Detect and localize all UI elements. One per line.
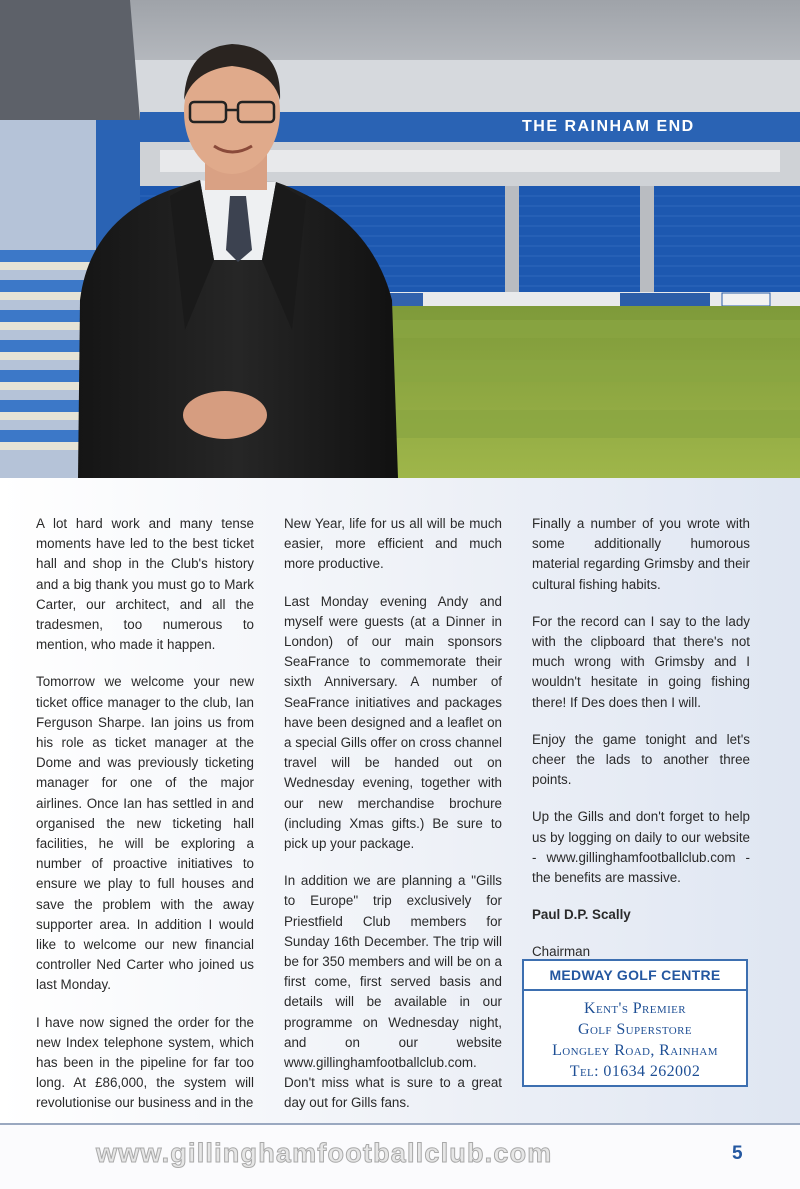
paragraph: Tomorrow we welcome your new ticket office manager to the club, Ian Ferguson Sharpe. Ian joins us from his role as ticket manager at the Dome and was previously ticketing manager for one of the major airlines. Once Ian has settled in and organised the new ticketing hall facilities, he will be exploring a number of proactive initiatives to ensure we play to full houses and save the problem with the away supporter area. In addition I would like to welcome our new financial controller Ned Carter who joined us last Monday. <box>36 674 254 993</box>
paragraph: Up the Gills and don't forget to help us by logging on daily to our website - www.gillinghamfootballclub.com - the benefits are massive. <box>532 809 750 886</box>
paragraph: Last Monday evening Andy and myself were guests (at a Dinner in London) of our main sponsors SeaFrance to commemorate their sixth Anniversary. A number of SeaFrance initiatives and packages have been designed and a leaflet on a special Gills offer on cross channel travel will be handed out on Wednesday evening, together with our new merchandise brochure (including Xmas gifts.) Be sure to pick up your package. <box>284 593 502 852</box>
paragraph: Enjoy the game tonight and let's cheer the lads to another three points. <box>532 731 750 788</box>
signature-role: Chairman <box>532 944 591 960</box>
paragraph: For the record can I say to the lady with the clipboard that there's not much wrong with Grimsby and I wouldn't hesitate in going fishing there! If Des does then I will. <box>532 613 750 710</box>
paragraph: I have now signed the order for the new Index telephone system, which has been in the pipeline for far too long. At £86,000, the system will revolutionise our business and in the <box>36 1014 254 1111</box>
signature: Paul D.P. Scally <box>532 907 631 923</box>
ad-line: Golf Superstore <box>578 1021 692 1038</box>
ad-line: Kent's Premier <box>584 1000 686 1017</box>
ad-phone: Tel: 01634 262002 <box>569 1063 701 1080</box>
paragraph: In addition we are planning a "Gills to Europe" trip exclusively for Priestfield Club members for Sunday 16th December. The trip will be for 350 members and will be on a first come, first served basis and details will be available in our programme on Wednesday night, and on our website www.gillinghamfootballclub.com. Don't miss what is sure to a great day out for Gills fans. <box>284 873 502 1111</box>
ad-title: MEDWAY GOLF CENTRE <box>524 961 746 991</box>
article-column-2 <box>284 514 502 1131</box>
paragraph: Finally a number of you wrote with some additionally humorous material regarding Grimsby and their cultural fishing habits. <box>532 516 750 592</box>
article-column-1 <box>36 514 254 1131</box>
stadium-photo <box>0 0 800 478</box>
golf-centre-ad <box>522 959 748 1087</box>
page-number: 5 <box>732 1143 743 1164</box>
article-column-3 <box>532 514 750 980</box>
footer-website-url: www.gillinghamfootballclub.com <box>96 1138 553 1168</box>
paragraph: New Year, life for us all will be much easier, more efficient and much more productive. <box>284 516 502 572</box>
ad-line: Longley Road, Rainham <box>552 1042 718 1059</box>
paragraph: A lot hard work and many tense moments have led to the best ticket hall and shop in the Club's history and a big thank you must go to Mark Carter, our architect, and all the tradesmen, too numerous to mention, who made it happen. <box>36 516 254 653</box>
stand-sign: THE RAINHAM END <box>522 118 695 135</box>
